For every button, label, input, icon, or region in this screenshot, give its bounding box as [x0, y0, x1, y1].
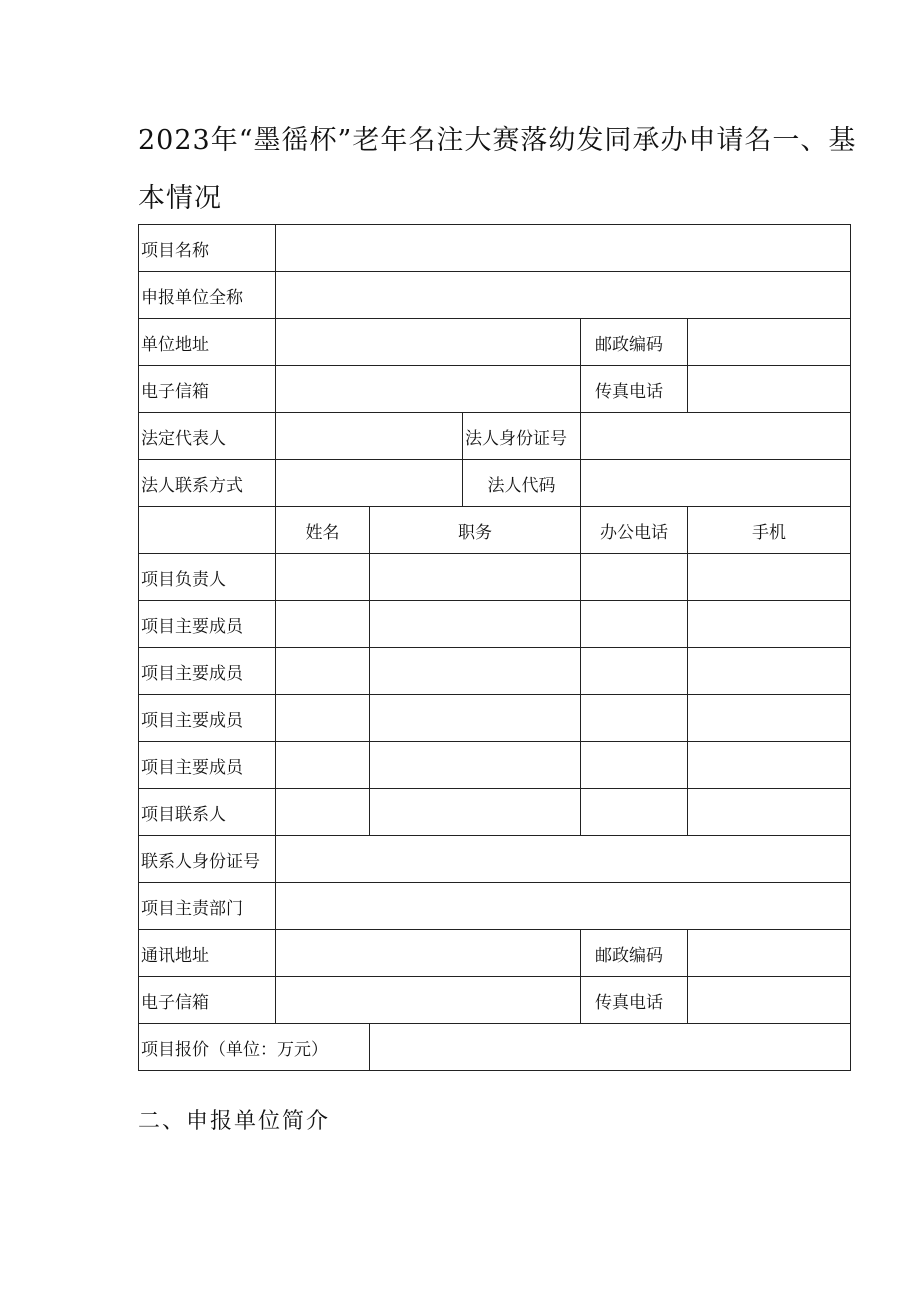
- table-header-row: [139, 507, 851, 554]
- col-mobile-header: 手机: [688, 507, 851, 554]
- project-member-label: 项目主要成员: [139, 601, 276, 648]
- table-row: [139, 789, 851, 836]
- member-office-phone-field[interactable]: [581, 695, 688, 742]
- fax-field[interactable]: [688, 366, 851, 413]
- table-row: [139, 930, 851, 977]
- member-position-field[interactable]: [370, 648, 581, 695]
- email-label: 电子信箱: [139, 366, 276, 413]
- section-2-title: 二、申报单位简介: [138, 1109, 331, 1134]
- basic-info-table: [138, 224, 851, 1071]
- legal-rep-field[interactable]: [276, 413, 463, 460]
- email-label-2: 电子信箱: [139, 977, 276, 1024]
- member-name-field[interactable]: [276, 742, 370, 789]
- member-mobile-field[interactable]: [688, 695, 851, 742]
- leader-position-field[interactable]: [370, 554, 581, 601]
- table-row: [139, 554, 851, 601]
- col-office-phone-header: 办公电话: [581, 507, 688, 554]
- legal-contact-label: 法人联系方式: [139, 460, 276, 507]
- contact-name-field[interactable]: [276, 789, 370, 836]
- member-office-phone-field[interactable]: [581, 742, 688, 789]
- table-row: [139, 836, 851, 883]
- project-member-label: 项目主要成员: [139, 742, 276, 789]
- project-name-label: 项目名称: [139, 225, 276, 272]
- legal-code-field[interactable]: [581, 460, 851, 507]
- legal-rep-label: 法定代表人: [139, 413, 276, 460]
- postal-code-label-2: 邮政编码: [581, 930, 688, 977]
- member-office-phone-field[interactable]: [581, 648, 688, 695]
- member-mobile-field[interactable]: [688, 648, 851, 695]
- table-row: [139, 225, 851, 272]
- leader-mobile-field[interactable]: [688, 554, 851, 601]
- project-contact-label: 项目联系人: [139, 789, 276, 836]
- responsible-dept-label: 项目主责部门: [139, 883, 276, 930]
- table-row: [139, 742, 851, 789]
- table-row: [139, 413, 851, 460]
- email-field[interactable]: [276, 366, 581, 413]
- member-name-field[interactable]: [276, 648, 370, 695]
- project-member-label: 项目主要成员: [139, 695, 276, 742]
- email-field-2[interactable]: [276, 977, 581, 1024]
- table-row: [139, 1024, 851, 1071]
- postal-code-field[interactable]: [688, 319, 851, 366]
- table-row: [139, 366, 851, 413]
- table-row: [139, 319, 851, 366]
- leader-office-phone-field[interactable]: [581, 554, 688, 601]
- fax-label: 传真电话: [581, 366, 688, 413]
- legal-contact-field[interactable]: [276, 460, 463, 507]
- member-mobile-field[interactable]: [688, 742, 851, 789]
- fax-label-2: 传真电话: [581, 977, 688, 1024]
- postal-code-label: 邮政编码: [581, 319, 688, 366]
- project-name-field[interactable]: [276, 225, 851, 272]
- unit-address-label: 单位地址: [139, 319, 276, 366]
- project-member-label: 项目主要成员: [139, 648, 276, 695]
- header-blank-cell: [139, 507, 276, 554]
- contact-id-label: 联系人身份证号: [139, 836, 276, 883]
- legal-code-label: 法人代码: [463, 460, 581, 507]
- contact-id-field[interactable]: [276, 836, 851, 883]
- contact-position-field[interactable]: [370, 789, 581, 836]
- table-row: [139, 272, 851, 319]
- member-position-field[interactable]: [370, 695, 581, 742]
- applicant-full-name-field[interactable]: [276, 272, 851, 319]
- quote-label: 项目报价（单位：万元）: [139, 1024, 370, 1071]
- table-row: [139, 695, 851, 742]
- contact-office-phone-field[interactable]: [581, 789, 688, 836]
- table-row: [139, 601, 851, 648]
- responsible-dept-field[interactable]: [276, 883, 851, 930]
- leader-name-field[interactable]: [276, 554, 370, 601]
- project-leader-label: 项目负责人: [139, 554, 276, 601]
- contact-mobile-field[interactable]: [688, 789, 851, 836]
- legal-id-field[interactable]: [581, 413, 851, 460]
- col-position-header: 职务: [370, 507, 581, 554]
- table-row: [139, 977, 851, 1024]
- table-row: [139, 460, 851, 507]
- table-row: [139, 648, 851, 695]
- document-title: 2023年“墨徭杯”老年名注大赛落幼发同承办申请名一、基本情况: [138, 125, 857, 214]
- member-mobile-field[interactable]: [688, 601, 851, 648]
- legal-id-label: 法人身份证号: [463, 413, 581, 460]
- member-office-phone-field[interactable]: [581, 601, 688, 648]
- member-name-field[interactable]: [276, 601, 370, 648]
- postal-code-field-2[interactable]: [688, 930, 851, 977]
- member-name-field[interactable]: [276, 695, 370, 742]
- fax-field-2[interactable]: [688, 977, 851, 1024]
- member-position-field[interactable]: [370, 742, 581, 789]
- quote-field[interactable]: [370, 1024, 851, 1071]
- applicant-full-name-label: 申报单位全称: [139, 272, 276, 319]
- mailing-address-field[interactable]: [276, 930, 581, 977]
- col-name-header: 姓名: [276, 507, 370, 554]
- unit-address-field[interactable]: [276, 319, 581, 366]
- mailing-address-label: 通讯地址: [139, 930, 276, 977]
- table-row: [139, 883, 851, 930]
- member-position-field[interactable]: [370, 601, 581, 648]
